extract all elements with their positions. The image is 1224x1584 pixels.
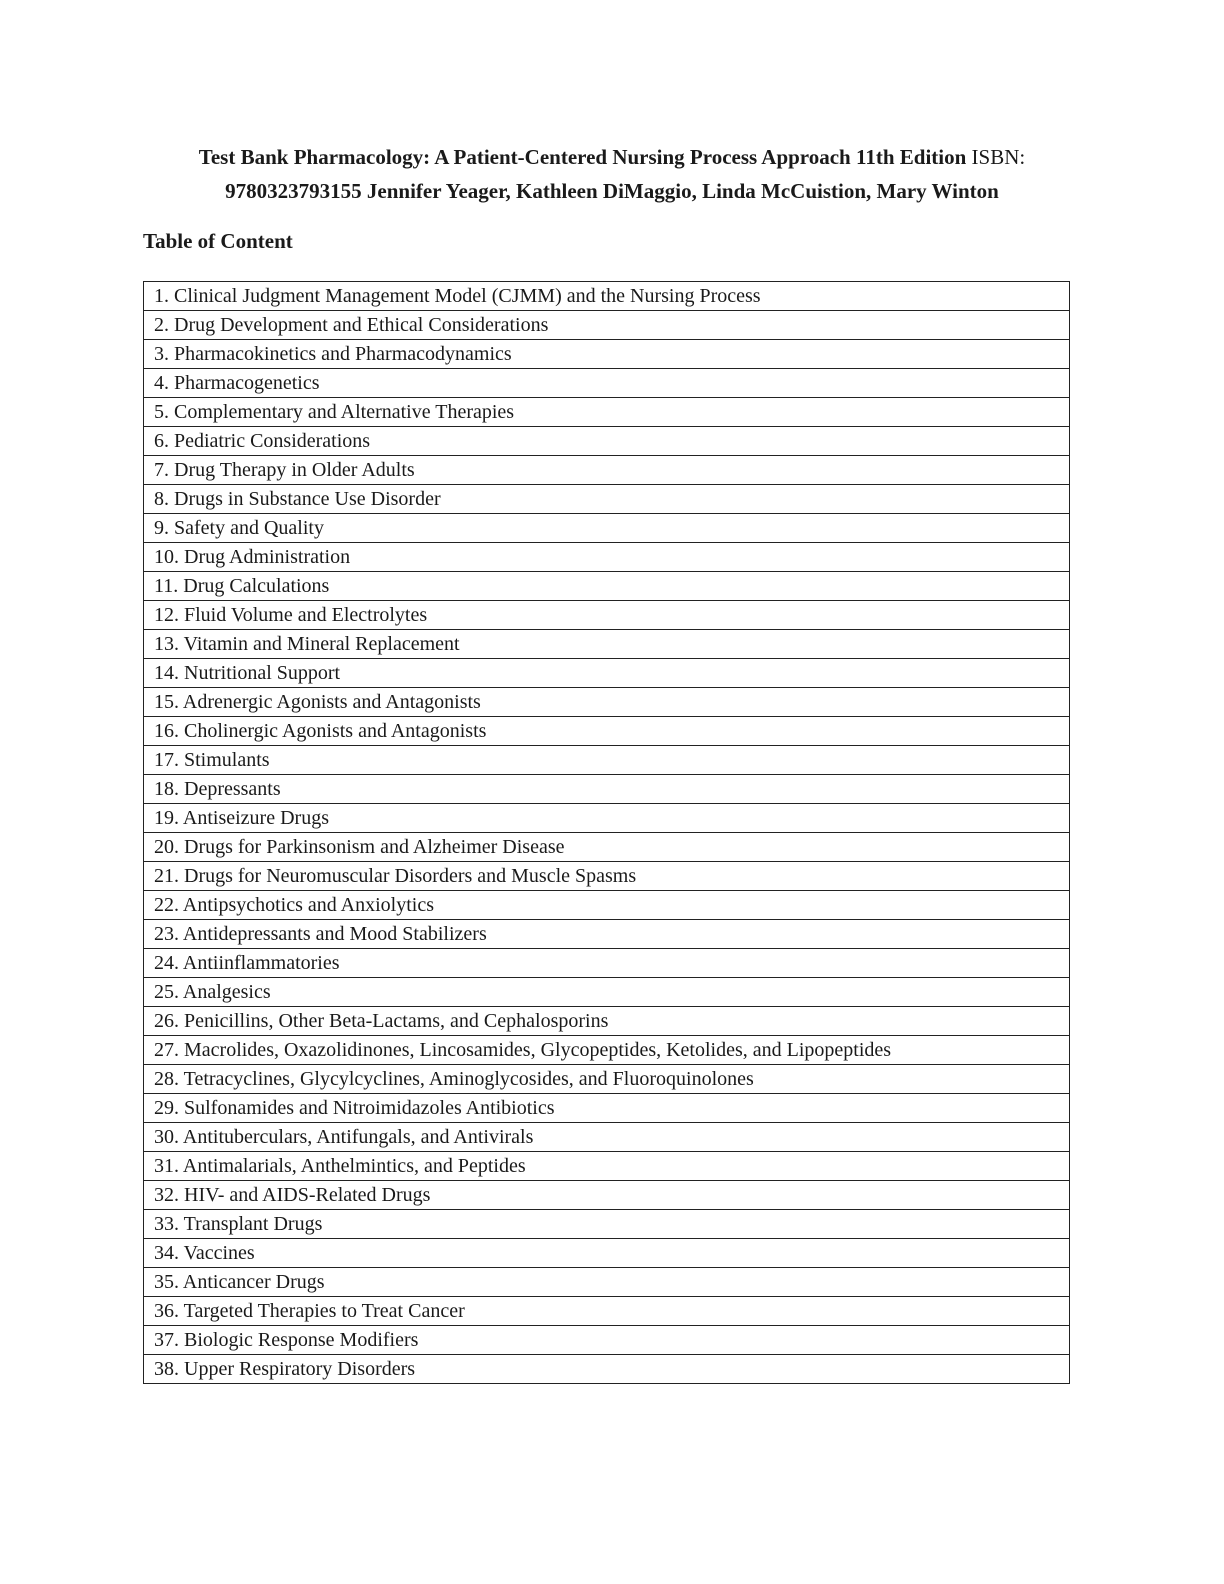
chapter-entry: 34. Vaccines — [144, 1239, 1070, 1268]
table-row — [144, 1239, 1070, 1268]
chapter-entry: 5. Complementary and Alternative Therapies — [144, 398, 1070, 427]
chapter-entry: 36. Targeted Therapies to Treat Cancer — [144, 1297, 1070, 1326]
chapter-entry: 8. Drugs in Substance Use Disorder — [144, 485, 1070, 514]
chapter-entry: 4. Pharmacogenetics — [144, 369, 1070, 398]
chapter-entry: 2. Drug Development and Ethical Considerations — [144, 311, 1070, 340]
table-row — [144, 1065, 1070, 1094]
chapter-entry: 7. Drug Therapy in Older Adults — [144, 456, 1070, 485]
table-row — [144, 833, 1070, 862]
chapter-entry: 13. Vitamin and Mineral Replacement — [144, 630, 1070, 659]
chapter-entry: 30. Antituberculars, Antifungals, and Antivirals — [144, 1123, 1070, 1152]
chapter-entry: 33. Transplant Drugs — [144, 1210, 1070, 1239]
table-row — [144, 717, 1070, 746]
toc-table — [143, 281, 1070, 1384]
chapter-entry: 15. Adrenergic Agonists and Antagonists — [144, 688, 1070, 717]
table-row — [144, 1094, 1070, 1123]
chapter-entry: 26. Penicillins, Other Beta-Lactams, and Cephalosporins — [144, 1007, 1070, 1036]
chapter-entry: 12. Fluid Volume and Electrolytes — [144, 601, 1070, 630]
chapter-entry: 29. Sulfonamides and Nitroimidazoles Antibiotics — [144, 1094, 1070, 1123]
table-row — [144, 862, 1070, 891]
table-row — [144, 485, 1070, 514]
chapter-entry: 3. Pharmacokinetics and Pharmacodynamics — [144, 340, 1070, 369]
chapter-entry: 24. Antiinflammatories — [144, 949, 1070, 978]
table-row — [144, 1181, 1070, 1210]
table-row — [144, 514, 1070, 543]
chapter-entry: 21. Drugs for Neuromuscular Disorders and Muscle Spasms — [144, 862, 1070, 891]
table-row — [144, 891, 1070, 920]
chapter-entry: 10. Drug Administration — [144, 543, 1070, 572]
table-row — [144, 282, 1070, 311]
table-row — [144, 688, 1070, 717]
table-row — [144, 369, 1070, 398]
table-row — [144, 1297, 1070, 1326]
chapter-entry: 37. Biologic Response Modifiers — [144, 1326, 1070, 1355]
table-row — [144, 920, 1070, 949]
table-row — [144, 311, 1070, 340]
chapter-entry: 27. Macrolides, Oxazolidinones, Lincosamides, Glycopeptides, Ketolides, and Lipopeptides — [144, 1036, 1070, 1065]
chapter-entry: 11. Drug Calculations — [144, 572, 1070, 601]
table-row — [144, 1268, 1070, 1297]
chapter-entry: 35. Anticancer Drugs — [144, 1268, 1070, 1297]
book-title: Test Bank Pharmacology: A Patient-Centered Nursing Process Approach 11th Edition — [198, 145, 967, 169]
chapter-entry: 23. Antidepressants and Mood Stabilizers — [144, 920, 1070, 949]
table-row — [144, 746, 1070, 775]
toc-heading: Table of Content — [143, 229, 293, 253]
chapter-entry: 31. Antimalarials, Anthelmintics, and Peptides — [144, 1152, 1070, 1181]
chapter-entry: 1. Clinical Judgment Management Model (CJMM) and the Nursing Process — [144, 282, 1070, 311]
table-row — [144, 1123, 1070, 1152]
chapter-entry: 20. Drugs for Parkinsonism and Alzheimer Disease — [144, 833, 1070, 862]
table-row — [144, 659, 1070, 688]
chapter-entry: 38. Upper Respiratory Disorders — [144, 1355, 1070, 1384]
table-row — [144, 775, 1070, 804]
chapter-entry: 14. Nutritional Support — [144, 659, 1070, 688]
chapter-entry: 22. Antipsychotics and Anxiolytics — [144, 891, 1070, 920]
table-row — [144, 1036, 1070, 1065]
chapter-entry: 19. Antiseizure Drugs — [144, 804, 1070, 833]
title-line-2: 9780323793155 Jennifer Yeager, Kathleen DiMaggio, Linda McCuistion, Mary Winton — [225, 179, 999, 203]
table-row — [144, 572, 1070, 601]
table-row — [144, 804, 1070, 833]
chapter-entry: 17. Stimulants — [144, 746, 1070, 775]
table-row — [144, 398, 1070, 427]
table-row — [144, 978, 1070, 1007]
document-title — [120, 140, 1104, 208]
title-line-1 — [120, 140, 1104, 174]
chapter-entry: 9. Safety and Quality — [144, 514, 1070, 543]
chapter-entry: 28. Tetracyclines, Glycylcyclines, Aminoglycosides, and Fluoroquinolones — [144, 1065, 1070, 1094]
table-row — [144, 601, 1070, 630]
table-row — [144, 456, 1070, 485]
table-row — [144, 630, 1070, 659]
table-row — [144, 1355, 1070, 1384]
table-row — [144, 427, 1070, 456]
table-row — [144, 1007, 1070, 1036]
table-row — [144, 1210, 1070, 1239]
isbn-label: ISBN: — [971, 145, 1026, 169]
table-row — [144, 1152, 1070, 1181]
chapter-entry: 25. Analgesics — [144, 978, 1070, 1007]
table-row — [144, 340, 1070, 369]
chapter-entry: 6. Pediatric Considerations — [144, 427, 1070, 456]
chapter-entry: 16. Cholinergic Agonists and Antagonists — [144, 717, 1070, 746]
chapter-entry: 32. HIV- and AIDS-Related Drugs — [144, 1181, 1070, 1210]
chapter-entry: 18. Depressants — [144, 775, 1070, 804]
table-row — [144, 949, 1070, 978]
table-row — [144, 1326, 1070, 1355]
toc-table-body — [144, 282, 1070, 1384]
table-row — [144, 543, 1070, 572]
